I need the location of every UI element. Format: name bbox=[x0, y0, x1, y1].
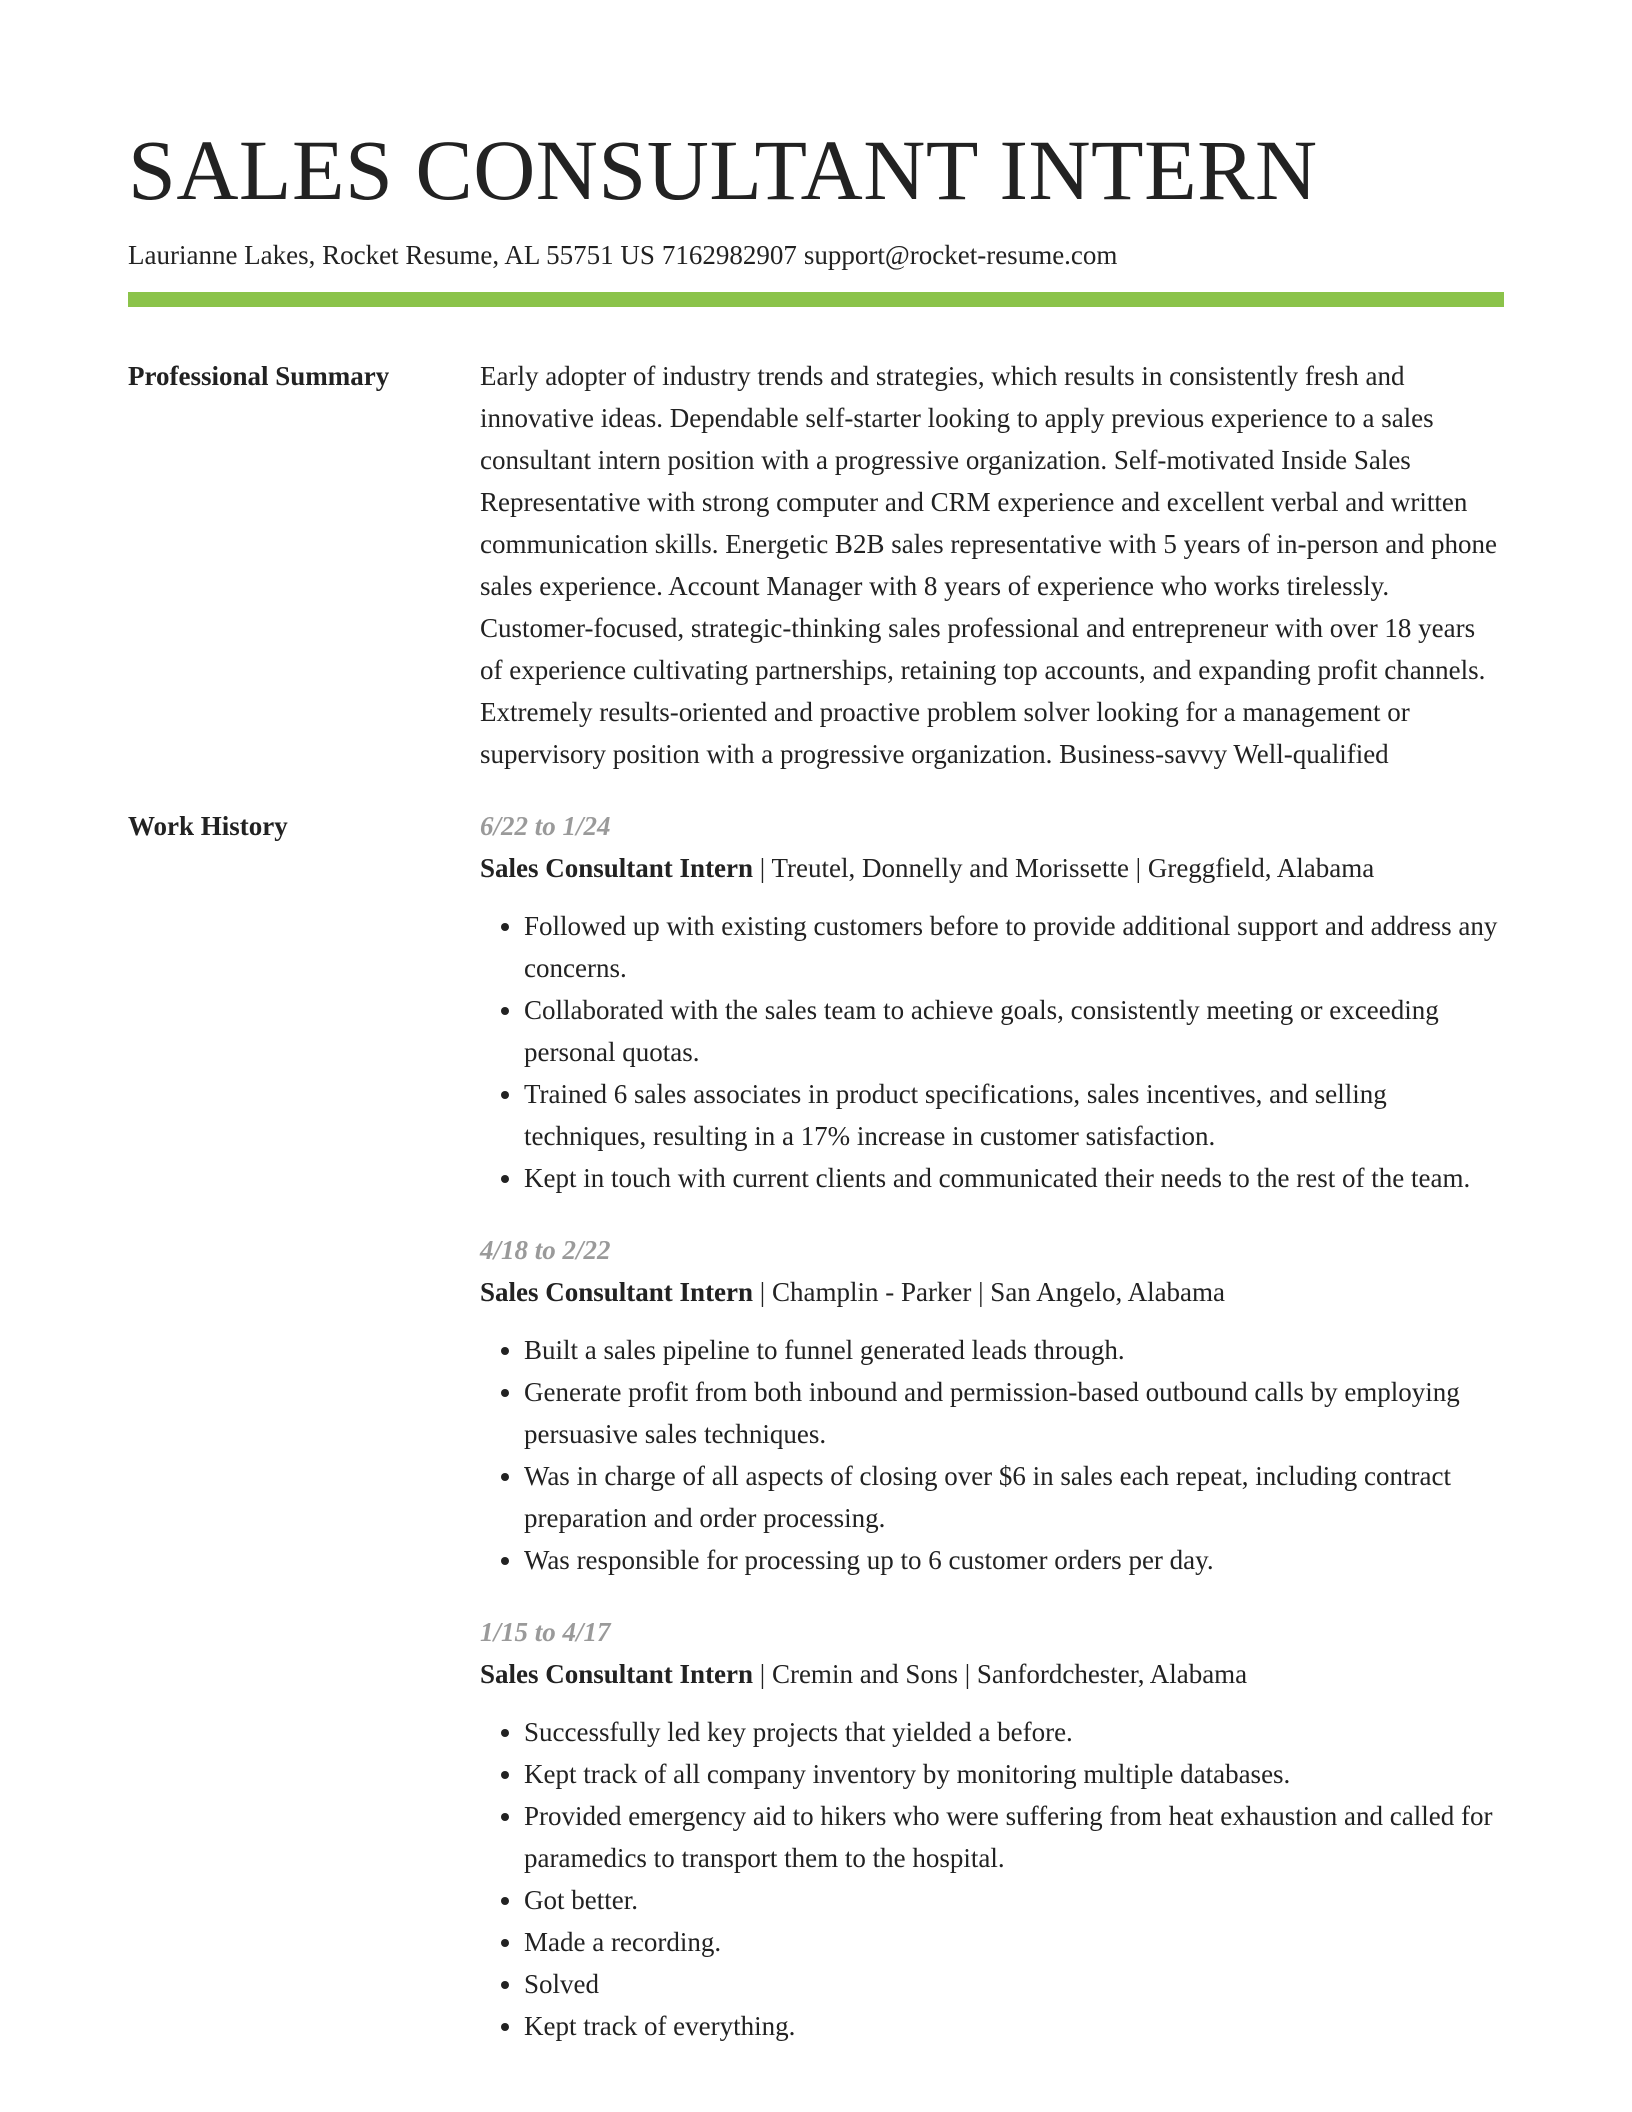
job-bullet: • Solved bbox=[524, 1963, 1504, 2005]
job-heading bbox=[480, 1271, 1504, 1313]
job-entry bbox=[480, 1229, 1504, 1581]
job-dates: 1/15 to 4/17 bbox=[480, 1617, 611, 1647]
job-dates: 4/18 to 2/22 bbox=[480, 1235, 611, 1265]
job-bullet: • Was responsible for processing up to 6 customer orders per day. bbox=[524, 1539, 1504, 1581]
job-dates: 6/22 to 1/24 bbox=[480, 811, 611, 841]
job-bullet: • Got better. bbox=[524, 1879, 1504, 1921]
section-body bbox=[480, 355, 1504, 775]
job-entry bbox=[480, 1611, 1504, 2047]
job-title: Sales Consultant Intern bbox=[480, 1277, 754, 1307]
resume-name: SALES CONSULTANT INTERN bbox=[128, 122, 1318, 218]
job-details: | Treutel, Donnelly and Morissette | Greggfield, Alabama bbox=[753, 853, 1375, 883]
job-bullet: • Trained 6 sales associates in product specifications, sales incentives, and selling techniques, resulting in a 17% increase in customer satisfaction. bbox=[524, 1073, 1504, 1157]
job-bullet: • Provided emergency aid to hikers who were suffering from heat exhaustion and called for paramedics to transport them to the hospital. bbox=[524, 1795, 1504, 1879]
section-title: Work History bbox=[128, 811, 288, 841]
summary-text: Early adopter of industry trends and strategies, which results in consistently fresh and innovative ideas. Dependable self-starter looking to apply previous experience to a sales consultant intern position with a progressive organization. Self-motivated Inside Sales Representative with strong computer and CRM experience and excellent verbal and written communication skills. Energetic B2B sales representative with 5 years of in-person and phone sales experience. Account Manager with 8 years of experience who works tirelessly. Customer-focused, strategic-thinking sales professional and entrepreneur with over 18 years of experience cultivating partnerships, retaining top accounts, and expanding profit channels. Extremely results-oriented and proactive problem solver looking for a management or supervisory position with a progressive organization. Business-savvy Well-qualified bbox=[480, 361, 1497, 769]
contact-phone: 7162982907 bbox=[661, 240, 797, 270]
job-details: | Champlin - Parker | San Angelo, Alabama bbox=[753, 1277, 1226, 1307]
work-history-section bbox=[128, 805, 1504, 2047]
job-bullet: • Was in charge of all aspects of closing over $6 in sales each repeat, including contract preparation and order processing. bbox=[524, 1455, 1504, 1539]
header-accent-rule bbox=[128, 292, 1504, 307]
job-title: Sales Consultant Intern bbox=[480, 853, 754, 883]
job-bullet: • Generate profit from both inbound and permission-based outbound calls by employing persuasive sales techniques. bbox=[524, 1371, 1504, 1455]
professional-summary-section bbox=[128, 355, 1504, 775]
job-bullet: • Successfully led key projects that yielded a before. bbox=[524, 1711, 1504, 1753]
job-bullets bbox=[480, 905, 1504, 1199]
job-bullet: • Kept track of all company inventory by monitoring multiple databases. bbox=[524, 1753, 1504, 1795]
contact-line bbox=[128, 238, 1504, 272]
job-bullet: • Built a sales pipeline to funnel generated leads through. bbox=[524, 1329, 1504, 1371]
job-bullet: • Kept in touch with current clients and communicated their needs to the rest of the team. bbox=[524, 1157, 1504, 1199]
resume-page bbox=[128, 0, 1504, 2047]
section-body bbox=[480, 805, 1504, 2047]
contact-email: support@rocket-resume.com bbox=[803, 240, 1118, 270]
job-bullets bbox=[480, 1711, 1504, 2047]
job-bullet: • Followed up with existing customers before to provide additional support and address any concerns. bbox=[524, 905, 1504, 989]
job-bullet: • Collaborated with the sales team to achieve goals, consistently meeting or exceeding personal quotas. bbox=[524, 989, 1504, 1073]
job-bullet: • Made a recording. bbox=[524, 1921, 1504, 1963]
job-title: Sales Consultant Intern bbox=[480, 1659, 754, 1689]
job-heading bbox=[480, 847, 1504, 889]
job-heading bbox=[480, 1653, 1504, 1695]
job-bullet: • Kept track of everything. bbox=[524, 2005, 1504, 2047]
section-title: Professional Summary bbox=[128, 361, 390, 391]
contact-address: Laurianne Lakes, Rocket Resume, AL 55751 US bbox=[128, 240, 655, 270]
job-bullets bbox=[480, 1329, 1504, 1581]
job-details: | Cremin and Sons | Sanfordchester, Alabama bbox=[753, 1659, 1248, 1689]
job-entry bbox=[480, 805, 1504, 1199]
